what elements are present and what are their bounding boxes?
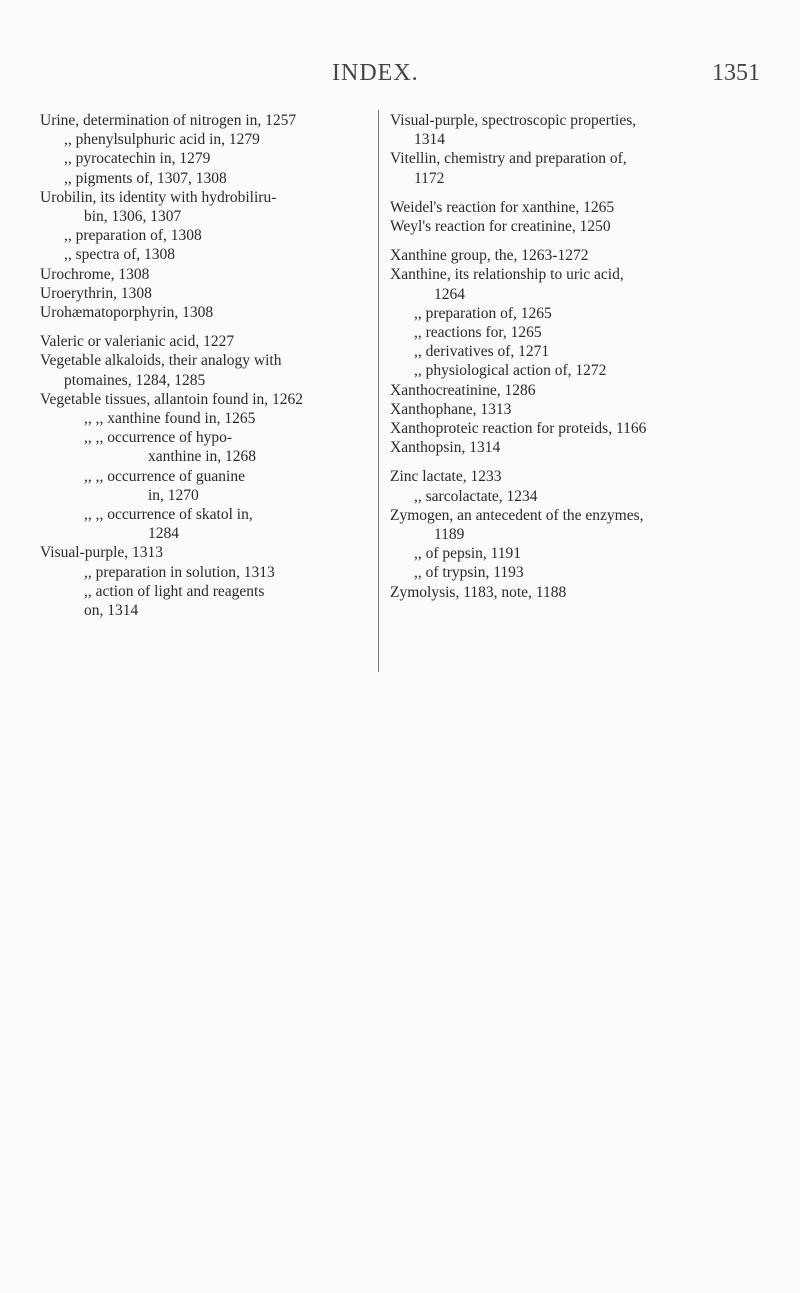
- index-entry: ,, preparation of, 1265: [414, 304, 552, 322]
- index-entry: Uroerythrin, 1308: [40, 284, 152, 302]
- index-column-left: [40, 111, 370, 620]
- index-entry: Vitellin, chemistry and preparation of,: [390, 150, 627, 168]
- index-entry: ,, sarcolactate, 1234: [414, 487, 538, 505]
- column-divider: [378, 110, 379, 672]
- index-entry: ,, ,, occurrence of guanine: [84, 467, 245, 485]
- section-gap: [40, 322, 370, 332]
- index-entry: Vegetable tissues, allantoin found in, 1262: [40, 390, 304, 408]
- index-entry: Urochrome, 1308: [40, 265, 150, 283]
- index-entry: ,, of trypsin, 1193: [414, 564, 524, 582]
- index-entry: ,, reactions for, 1265: [414, 324, 542, 342]
- index-entry: Weidel's reaction for xanthine, 1265: [390, 198, 615, 216]
- index-entry: ,, pigments of, 1307, 1308: [64, 169, 227, 187]
- index-entry: 1264: [434, 285, 465, 303]
- index-entry: Xanthine group, the, 1263-1272: [390, 247, 589, 265]
- index-entry: Visual-purple, 1313: [40, 544, 164, 562]
- index-column-right: [390, 111, 735, 602]
- index-entry: bin, 1306, 1307: [84, 208, 182, 226]
- index-entry: Xanthopsin, 1314: [390, 439, 501, 457]
- index-entry: ,, action of light and reagents: [84, 582, 265, 600]
- section-gap: [390, 457, 735, 467]
- index-entry: ,, phenylsulphuric acid in, 1279: [64, 131, 260, 149]
- page-number: 1351: [712, 60, 760, 86]
- index-entry: ,, pyrocatechin in, 1279: [64, 150, 211, 168]
- index-entry: Xanthocreatinine, 1286: [390, 381, 536, 399]
- index-entry: ,, ,, occurrence of skatol in,: [84, 506, 253, 524]
- index-entry: Urohæmatoporphyrin, 1308: [40, 304, 214, 322]
- index-entry: Weyl's reaction for creatinine, 1250: [390, 218, 611, 236]
- index-entry: Xanthoproteic reaction for proteids, 1166: [390, 420, 647, 438]
- page-header: [0, 60, 800, 90]
- index-entry: Visual-purple, spectroscopic properties,: [390, 112, 637, 129]
- index-entry: ,, preparation of, 1308: [64, 227, 202, 245]
- section-gap: [390, 188, 735, 198]
- index-entry: Xanthine, its relationship to uric acid,: [390, 266, 624, 284]
- section-gap: [390, 236, 735, 246]
- page-title: INDEX.: [332, 60, 419, 86]
- index-entry: ,, preparation in solution, 1313: [84, 563, 275, 581]
- index-entry: on, 1314: [84, 602, 139, 620]
- index-entry: 1172: [414, 169, 445, 187]
- index-entry: ,, spectra of, 1308: [64, 246, 176, 264]
- index-entry: ,, of pepsin, 1191: [414, 545, 522, 563]
- index-entry: 1314: [414, 131, 445, 149]
- index-entry: 1284: [148, 525, 179, 543]
- index-entry: ,, ,, occurrence of hypo-: [84, 429, 233, 447]
- index-entry: 1189: [434, 526, 465, 544]
- index-entry: ptomaines, 1284, 1285: [64, 371, 206, 389]
- index-entry: Zymogen, an antecedent of the enzymes,: [390, 506, 644, 524]
- index-entry: Urobilin, its identity with hydrobiliru-: [40, 188, 277, 206]
- index-entry: Vegetable alkaloids, their analogy with: [40, 352, 282, 370]
- index-entry: Xanthophane, 1313: [390, 400, 512, 418]
- index-entry: Zinc lactate, 1233: [390, 468, 502, 486]
- index-entry: ,, ,, xanthine found in, 1265: [84, 410, 256, 428]
- index-entry: ,, derivatives of, 1271: [414, 343, 550, 361]
- index-entry: Zymolysis, 1183, note, 1188: [390, 583, 567, 601]
- index-entry: Urine, determination of nitrogen in, 1257: [40, 112, 297, 129]
- index-entry: in, 1270: [148, 486, 199, 504]
- index-entry: Valeric or valerianic acid, 1227: [40, 333, 235, 351]
- index-entry: xanthine in, 1268: [148, 448, 257, 466]
- index-entry: ,, physiological action of, 1272: [414, 362, 607, 380]
